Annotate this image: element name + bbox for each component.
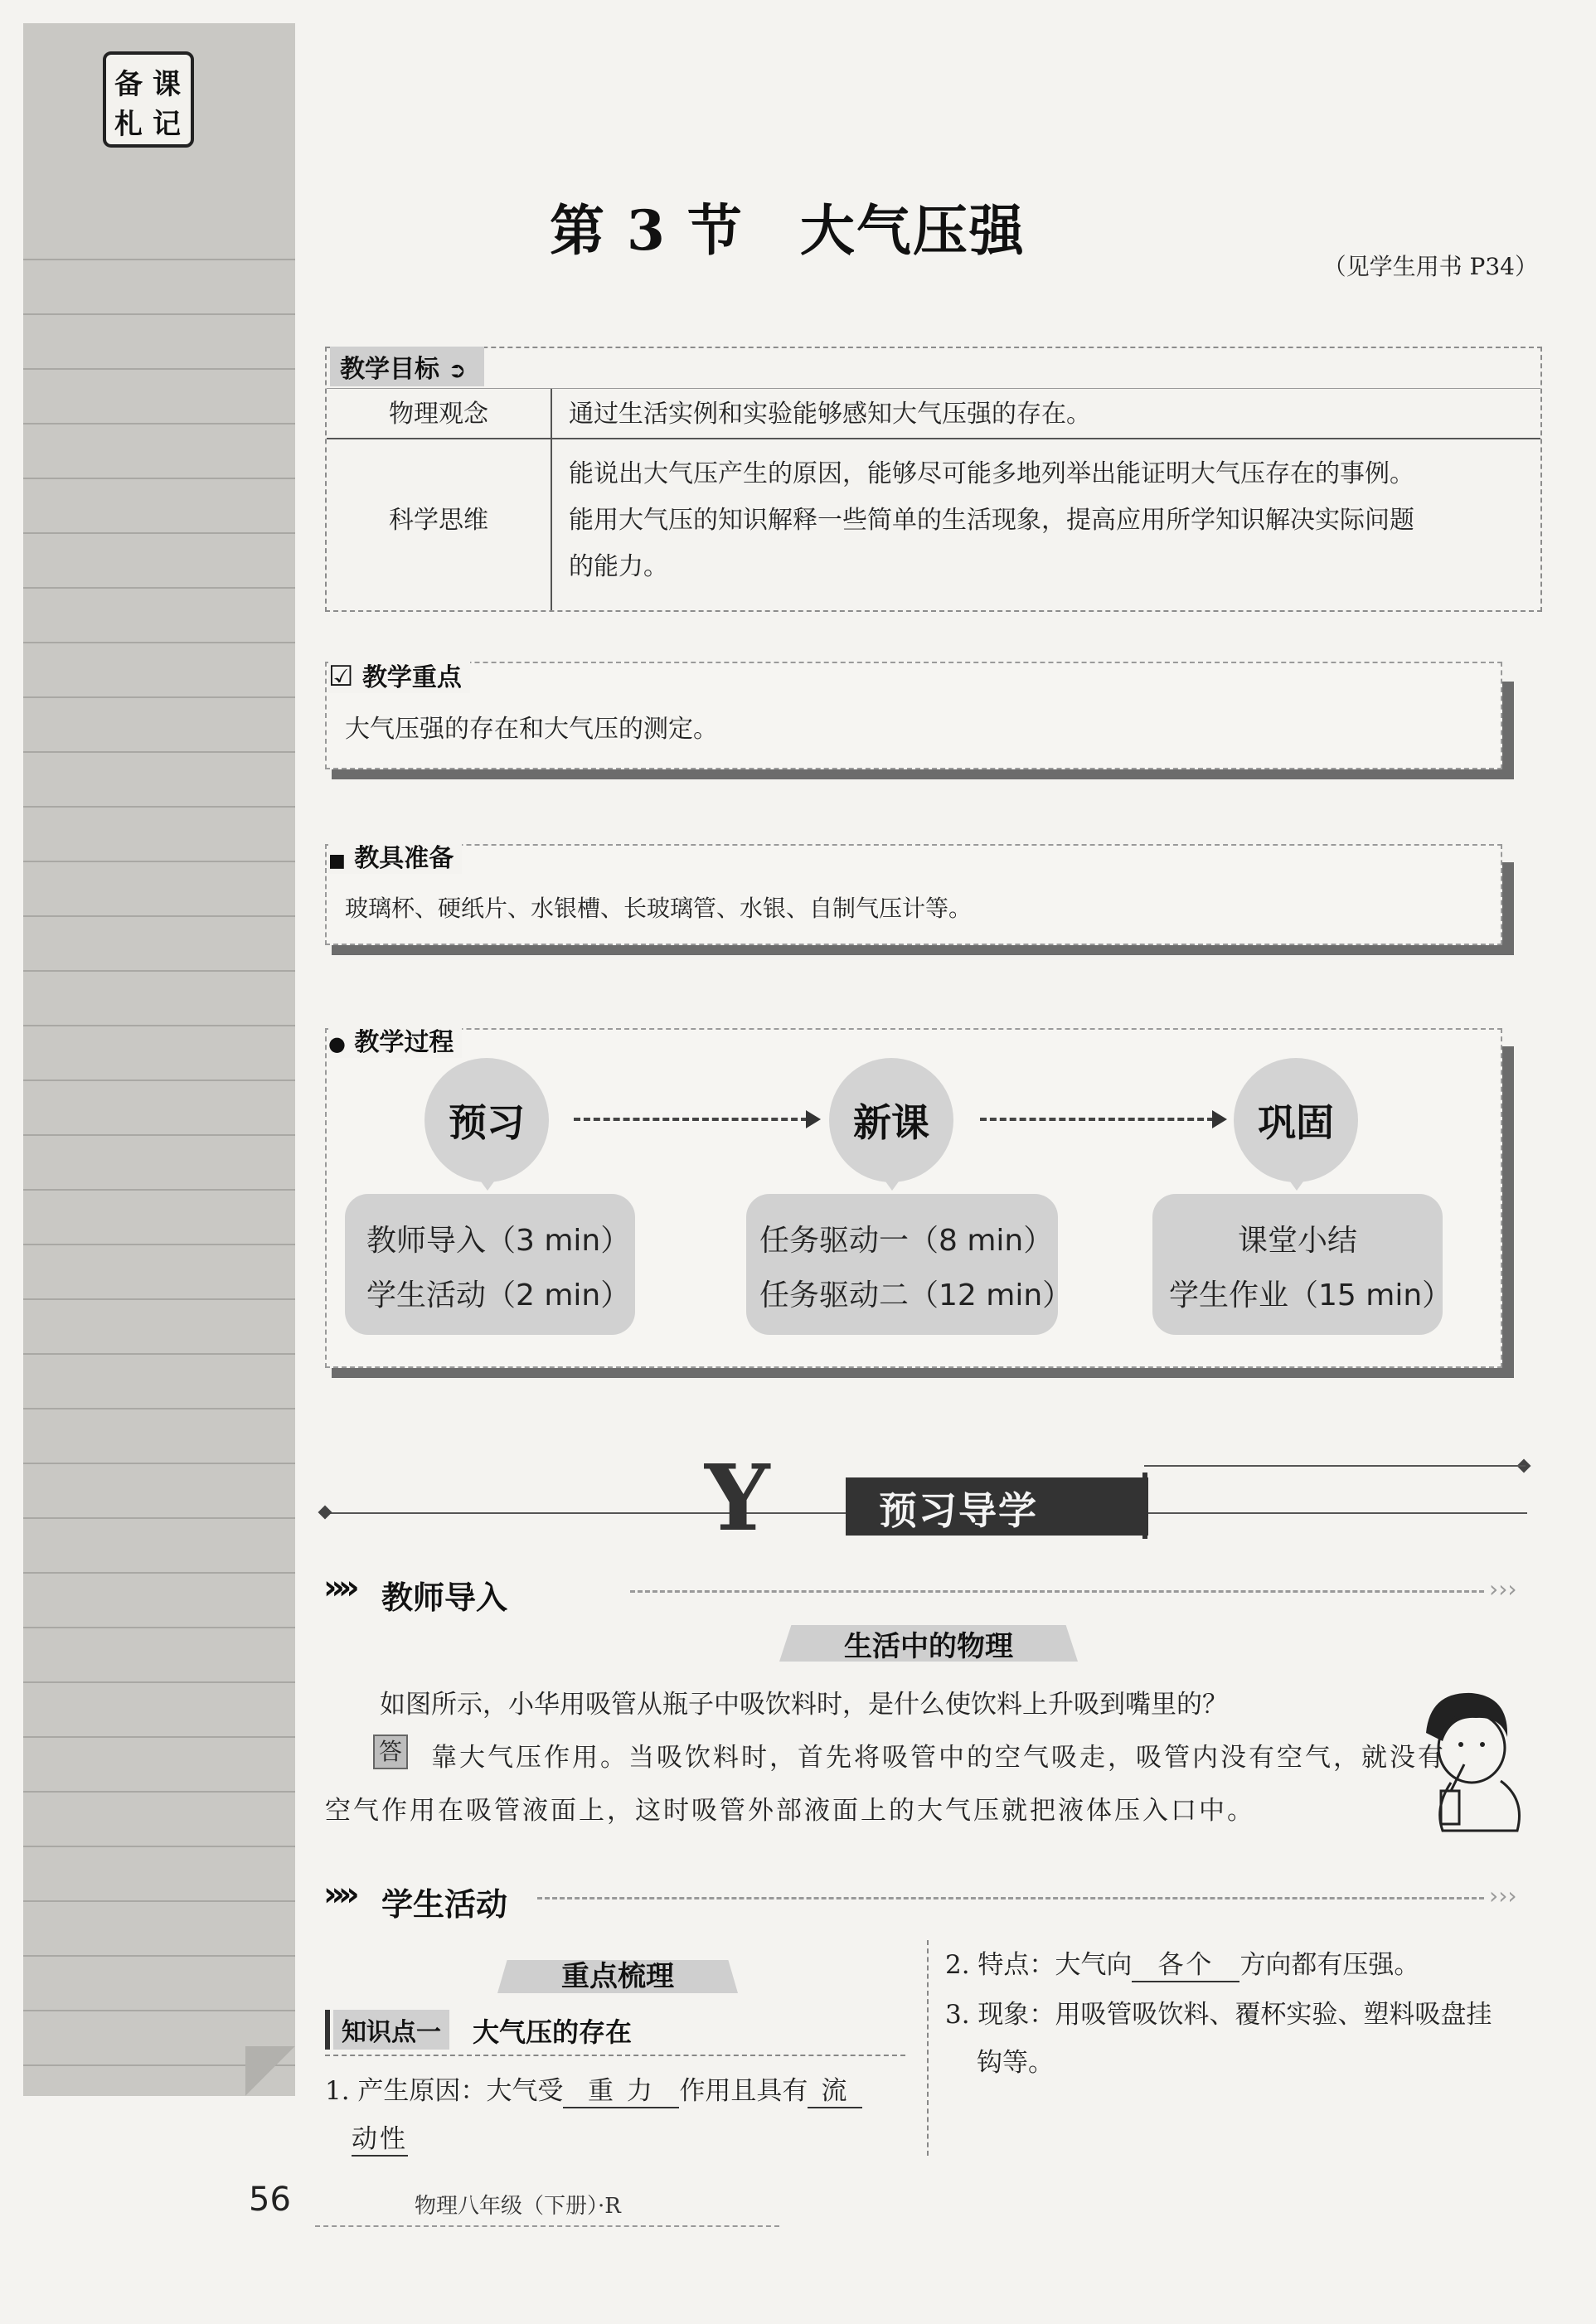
chevron-trail-icon: ››› <box>1489 1575 1517 1603</box>
feature-line <box>945 1943 1419 1982</box>
goal-category: 科学思维 <box>389 506 488 535</box>
dashed-rule <box>630 1590 1484 1593</box>
stage-name: 新课 <box>853 1100 929 1145</box>
double-chevron-icon: »» <box>323 1569 353 1607</box>
knowledge-point-title: 大气压的存在 <box>473 2016 633 2048</box>
knowledge-point-label: 知识点一 <box>333 2010 449 2050</box>
cause-prefix: 1. 产生原因：大气受 <box>325 2076 564 2106</box>
answer-label: 答 <box>373 1735 408 1769</box>
stage-item: 学生活动（2 min） <box>366 1278 631 1312</box>
student-activity-heading: 学生活动 <box>381 1886 508 1923</box>
cause-blank-fluidity-b: 动性 <box>352 2118 408 2157</box>
student-book-reference: （见学生用书 P34） <box>1322 253 1538 280</box>
goal-text: 能说出大气压产生的原因，能够尽可能多地列举出能证明大气压存在的事例。 <box>569 459 1414 488</box>
bubble-pointer <box>474 1172 501 1191</box>
cause-blank-fluidity-a: 流 <box>808 2069 862 2108</box>
intro-question: 如图所示，小华用吸管从瓶子中吸饮料时，是什么使饮料上升吸到嘴里的？ <box>380 1690 1228 1720</box>
chevron-trail-icon: ››› <box>1489 1882 1517 1909</box>
materials-label-text: 教具准备 <box>354 844 454 873</box>
feature-suffix: 方向都有压强。 <box>1239 1950 1420 1980</box>
row-divider <box>327 438 1540 439</box>
teaching-goals-label-text: 教学目标 <box>340 355 439 384</box>
stage-item: 任务驱动二（12 min） <box>759 1278 1073 1312</box>
dashed-arrow <box>980 1118 1214 1121</box>
box-shadow <box>1502 682 1514 779</box>
page-number: 56 <box>249 2181 291 2219</box>
box-shadow <box>332 945 1514 955</box>
badge-char: 记 <box>153 108 181 141</box>
column-divider <box>551 388 552 610</box>
teaching-goals-label <box>330 347 484 386</box>
dashed-arrow <box>574 1118 808 1121</box>
bubble-pointer <box>879 1172 905 1191</box>
ruled-lines <box>23 206 295 2096</box>
phenomenon-line: 3. 现象：用吸管吸饮料、覆杯实验、塑料吸盘挂 <box>945 2000 1492 2030</box>
circle-bullet-icon: ● <box>328 1032 346 1055</box>
checkbox-icon: ☑ <box>328 660 354 693</box>
goal-text: 能用大气压的知识解释一些简单的生活现象，提高应用所学知识解决实际问题 <box>569 506 1414 535</box>
badge-char: 备 <box>114 68 143 101</box>
badge-char: 札 <box>114 108 143 141</box>
stage-item: 教师导入（3 min） <box>366 1224 631 1258</box>
book-title: 物理八年级（下册）·R <box>415 2194 621 2219</box>
teaching-goals-table <box>325 347 1542 612</box>
footer-rule <box>315 2225 779 2227</box>
teacher-intro-subheading: 生活中的物理 <box>844 1630 1013 1663</box>
process-label-text: 教学过程 <box>354 1028 454 1057</box>
materials-label <box>328 837 462 874</box>
box-shadow <box>1502 1046 1514 1376</box>
boy-drinking-illustration <box>1401 1683 1534 1832</box>
box-shadow <box>1502 862 1514 955</box>
box-shadow <box>332 769 1514 779</box>
goal-text: 通过生活实例和实验能够感知大气压强的存在。 <box>569 400 1091 429</box>
answer-text: 靠大气压作用。当吸饮料时，首先将吸管中的空气吸走，吸管内没有空气，就没有 <box>431 1743 1446 1773</box>
phenomenon-line: 钩等。 <box>977 2048 1054 2078</box>
dashed-rule <box>537 1897 1484 1899</box>
double-chevron-icon: »» <box>323 1875 353 1914</box>
knowledge-point-bar <box>325 2010 330 2050</box>
feature-prefix: 2. 特点：大气向 <box>945 1950 1133 1980</box>
square-bullet-icon: ■ <box>328 851 346 871</box>
student-activity-subheading: 重点梳理 <box>561 1960 674 1993</box>
key-points-label-text: 教学重点 <box>361 663 462 692</box>
arrow-right-icon <box>806 1110 821 1128</box>
banner-letter: Y <box>705 1444 770 1551</box>
header-divider <box>327 388 1540 389</box>
stage-item: 学生作业（15 min） <box>1169 1278 1453 1312</box>
stage-item: 课堂小结 <box>1237 1224 1357 1258</box>
arrow-circle-icon: ➲ <box>448 358 467 383</box>
notes-badge <box>103 51 194 148</box>
cause-middle: 作用且具有 <box>679 2076 808 2106</box>
badge-char: 课 <box>153 68 181 101</box>
key-points-text: 大气压强的存在和大气压的测定。 <box>345 715 718 744</box>
cause-line <box>325 2069 862 2108</box>
key-points-label <box>328 657 470 693</box>
feature-blank: 各个 <box>1132 1943 1239 1982</box>
arrow-right-icon <box>1212 1110 1227 1128</box>
cause-blank-gravity: 重 力 <box>563 2069 679 2108</box>
rule-diamond <box>318 1506 332 1520</box>
materials-text: 玻璃杯、硬纸片、水银槽、长玻璃管、水银、自制气压计等。 <box>345 895 973 922</box>
teacher-intro-heading: 教师导入 <box>381 1579 508 1616</box>
column-divider <box>927 1940 929 2156</box>
banner-title: 预习导学 <box>879 1488 1038 1533</box>
stage-name: 巩固 <box>1258 1100 1334 1145</box>
process-label <box>328 1021 462 1058</box>
banner-rule <box>1144 1465 1526 1467</box>
banner-edge <box>1142 1473 1147 1539</box>
answer-text: 空气作用在吸管液面上，这时吸管外部液面上的大气压就把液体压入口中。 <box>325 1796 1255 1826</box>
page-fold-corner <box>245 2046 295 2096</box>
stage-name: 预习 <box>449 1100 525 1145</box>
box-shadow <box>332 1368 1514 1378</box>
stage-item: 任务驱动一（8 min） <box>759 1224 1054 1258</box>
bubble-pointer <box>1283 1172 1310 1191</box>
goal-category: 物理观念 <box>389 400 488 429</box>
notes-margin <box>23 23 295 2096</box>
page-title: 第 3 节 大气压强 <box>550 198 1026 263</box>
goal-text: 的能力。 <box>569 552 668 581</box>
